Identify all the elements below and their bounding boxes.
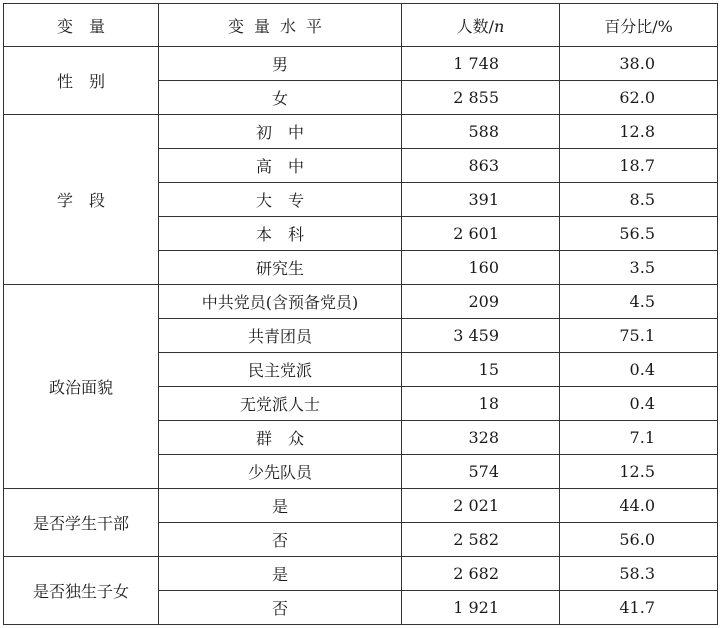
percent-cell: 4.5 [560,285,718,319]
table-row [4,557,718,591]
level-cell: 中共党员(含预备党员) [159,285,402,319]
level-cell: 女 [159,81,402,115]
level-cell: 初 中 [159,115,402,149]
table-body [4,47,718,625]
percent-cell: 0.4 [560,353,718,387]
count-cell: 2 682 [402,557,560,591]
level-cell: 否 [159,591,402,625]
count-cell: 328 [402,421,560,455]
table-row [4,47,718,81]
header-row [4,4,718,47]
header-count-symbol: n [494,16,505,36]
table-row [4,115,718,149]
level-cell: 是 [159,557,402,591]
percent-cell: 44.0 [560,489,718,523]
level-cell: 是 [159,489,402,523]
percent-cell: 12.8 [560,115,718,149]
percent-cell: 12.5 [560,455,718,489]
percent-cell: 56.0 [560,523,718,557]
level-cell: 大 专 [159,183,402,217]
count-cell: 1 921 [402,591,560,625]
percent-cell: 62.0 [560,81,718,115]
variable-cell: 性 别 [4,47,159,115]
percent-cell: 58.3 [560,557,718,591]
count-cell: 588 [402,115,560,149]
count-cell: 574 [402,455,560,489]
level-cell: 共青团员 [159,319,402,353]
count-cell: 160 [402,251,560,285]
percent-cell: 18.7 [560,149,718,183]
level-cell: 否 [159,523,402,557]
level-cell: 高 中 [159,149,402,183]
percent-cell: 0.4 [560,387,718,421]
count-cell: 1 748 [402,47,560,81]
percent-cell: 56.5 [560,217,718,251]
level-cell: 男 [159,47,402,81]
count-cell: 15 [402,353,560,387]
level-cell: 群 众 [159,421,402,455]
header-count-label: 人数/ [456,16,495,36]
count-cell: 3 459 [402,319,560,353]
header-variable: 变 量 [4,4,159,47]
percent-cell: 3.5 [560,251,718,285]
percent-cell: 41.7 [560,591,718,625]
count-cell: 863 [402,149,560,183]
count-cell: 2 855 [402,81,560,115]
percent-cell: 75.1 [560,319,718,353]
table-row [4,489,718,523]
percent-cell: 8.5 [560,183,718,217]
percent-cell: 38.0 [560,47,718,81]
count-cell: 2 582 [402,523,560,557]
variable-cell: 是否独生子女 [4,557,159,625]
variable-cell: 是否学生干部 [4,489,159,557]
header-level: 变量水平 [159,4,402,47]
percent-cell: 7.1 [560,421,718,455]
count-cell: 209 [402,285,560,319]
demographics-table [3,3,718,625]
level-cell: 无党派人士 [159,387,402,421]
variable-cell: 政治面貌 [4,285,159,489]
table-header [4,4,718,47]
count-cell: 2 601 [402,217,560,251]
count-cell: 18 [402,387,560,421]
level-cell: 研究生 [159,251,402,285]
level-cell: 民主党派 [159,353,402,387]
header-percent: 百分比/% [560,4,718,47]
variable-cell: 学 段 [4,115,159,285]
header-count [402,4,560,47]
level-cell: 本 科 [159,217,402,251]
level-cell: 少先队员 [159,455,402,489]
table-row [4,285,718,319]
count-cell: 391 [402,183,560,217]
count-cell: 2 021 [402,489,560,523]
